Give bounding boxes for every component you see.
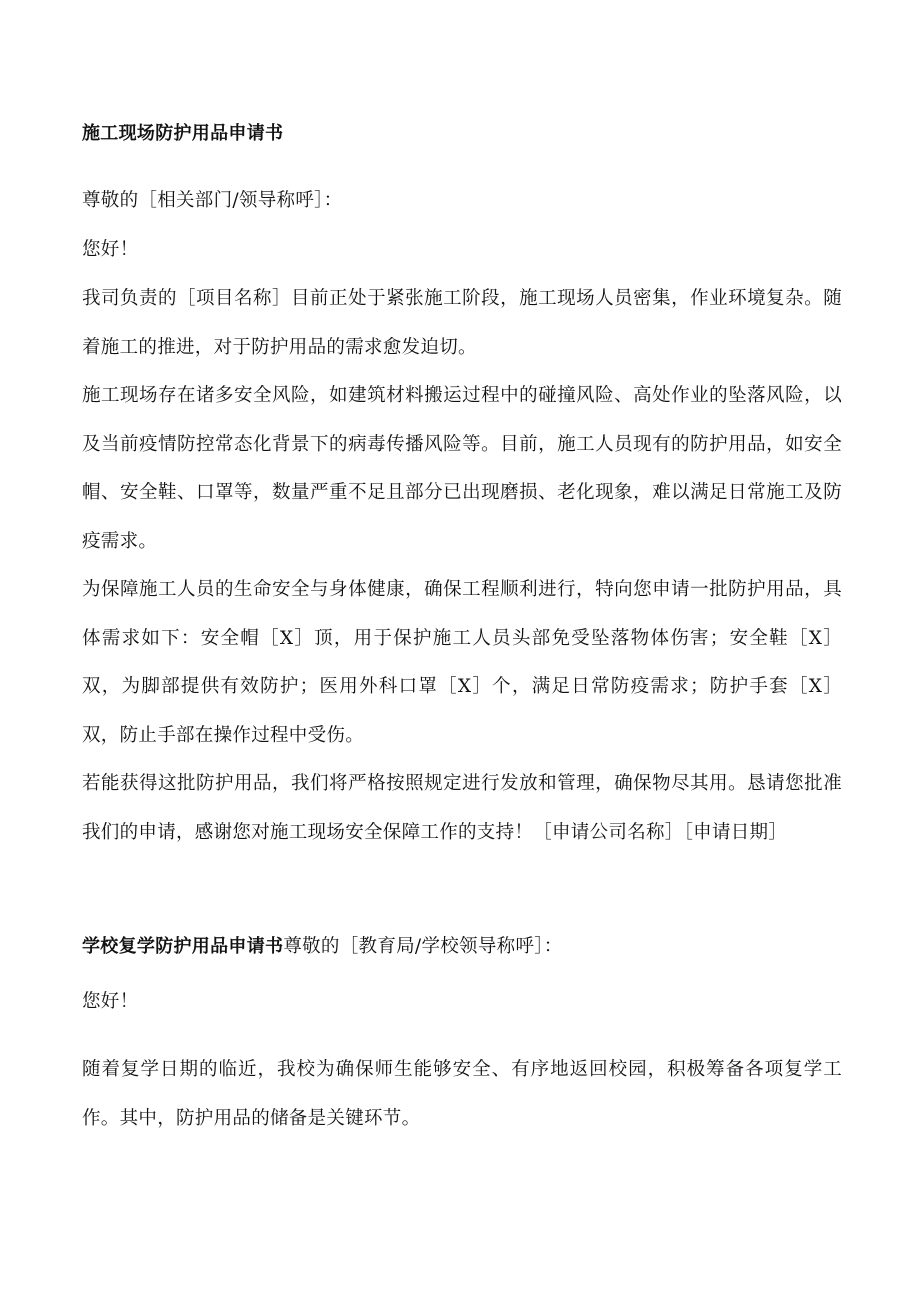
second-paragraph-reopening: 随着复学日期的临近，我校为确保师生能够安全、有序地返回校园，积极筹备各项复学工作。其中，防护用品的储备是关键环节。 [82, 1059, 842, 1129]
paragraph-safety-risks: 施工现场存在诸多安全风险，如建筑材料搬运过程中的碰撞风险、高处作业的坠落风险，以及当前疫情防控常态化背景下的病毒传播风险等。目前，施工人员现有的防护用品，如安全帽、安全鞋、口罩等，数量严重不足且部分已出现磨损、老化现象，难以满足日常施工及防疫需求。 [82, 385, 842, 552]
paragraph-closing: 若能获得这批防护用品，我们将严格按照规定进行发放和管理，确保物尽其用。恳请您批准我们的申请，感谢您对施工现场安全保障工作的支持！［申请公司名称］［申请日期］ [82, 773, 842, 843]
second-greeting: 您好！ [82, 991, 139, 1012]
paragraph-project-status: 我司负责的［项目名称］目前正处于紧张施工阶段，施工现场人员密集，作业环境复杂。随着施工的推进，对于防护用品的需求愈发迫切。 [82, 288, 842, 358]
document-title: 施工现场防护用品申请书 [82, 123, 284, 144]
paragraph-request-details: 为保障施工人员的生命安全与身体健康，确保工程顺利进行，特向您申请一批防护用品，具体需求如下：安全帽［X］顶，用于保护施工人员头部免受坠落物体伤害；安全鞋［X］双，为脚部提供有效防护；医用外科口罩［X］个，满足日常防疫需求；防护手套［X］双，防止手部在操作过程中受伤。 [82, 579, 842, 746]
second-document-header [82, 923, 842, 972]
greeting: 您好！ [82, 239, 139, 260]
salutation: 尊敬的［相关部门/领导称呼］： [82, 190, 343, 211]
second-document-title: 学校复学防护用品申请书 [82, 936, 284, 957]
second-salutation: 尊敬的［教育局/学校领导称呼］： [283, 936, 563, 957]
